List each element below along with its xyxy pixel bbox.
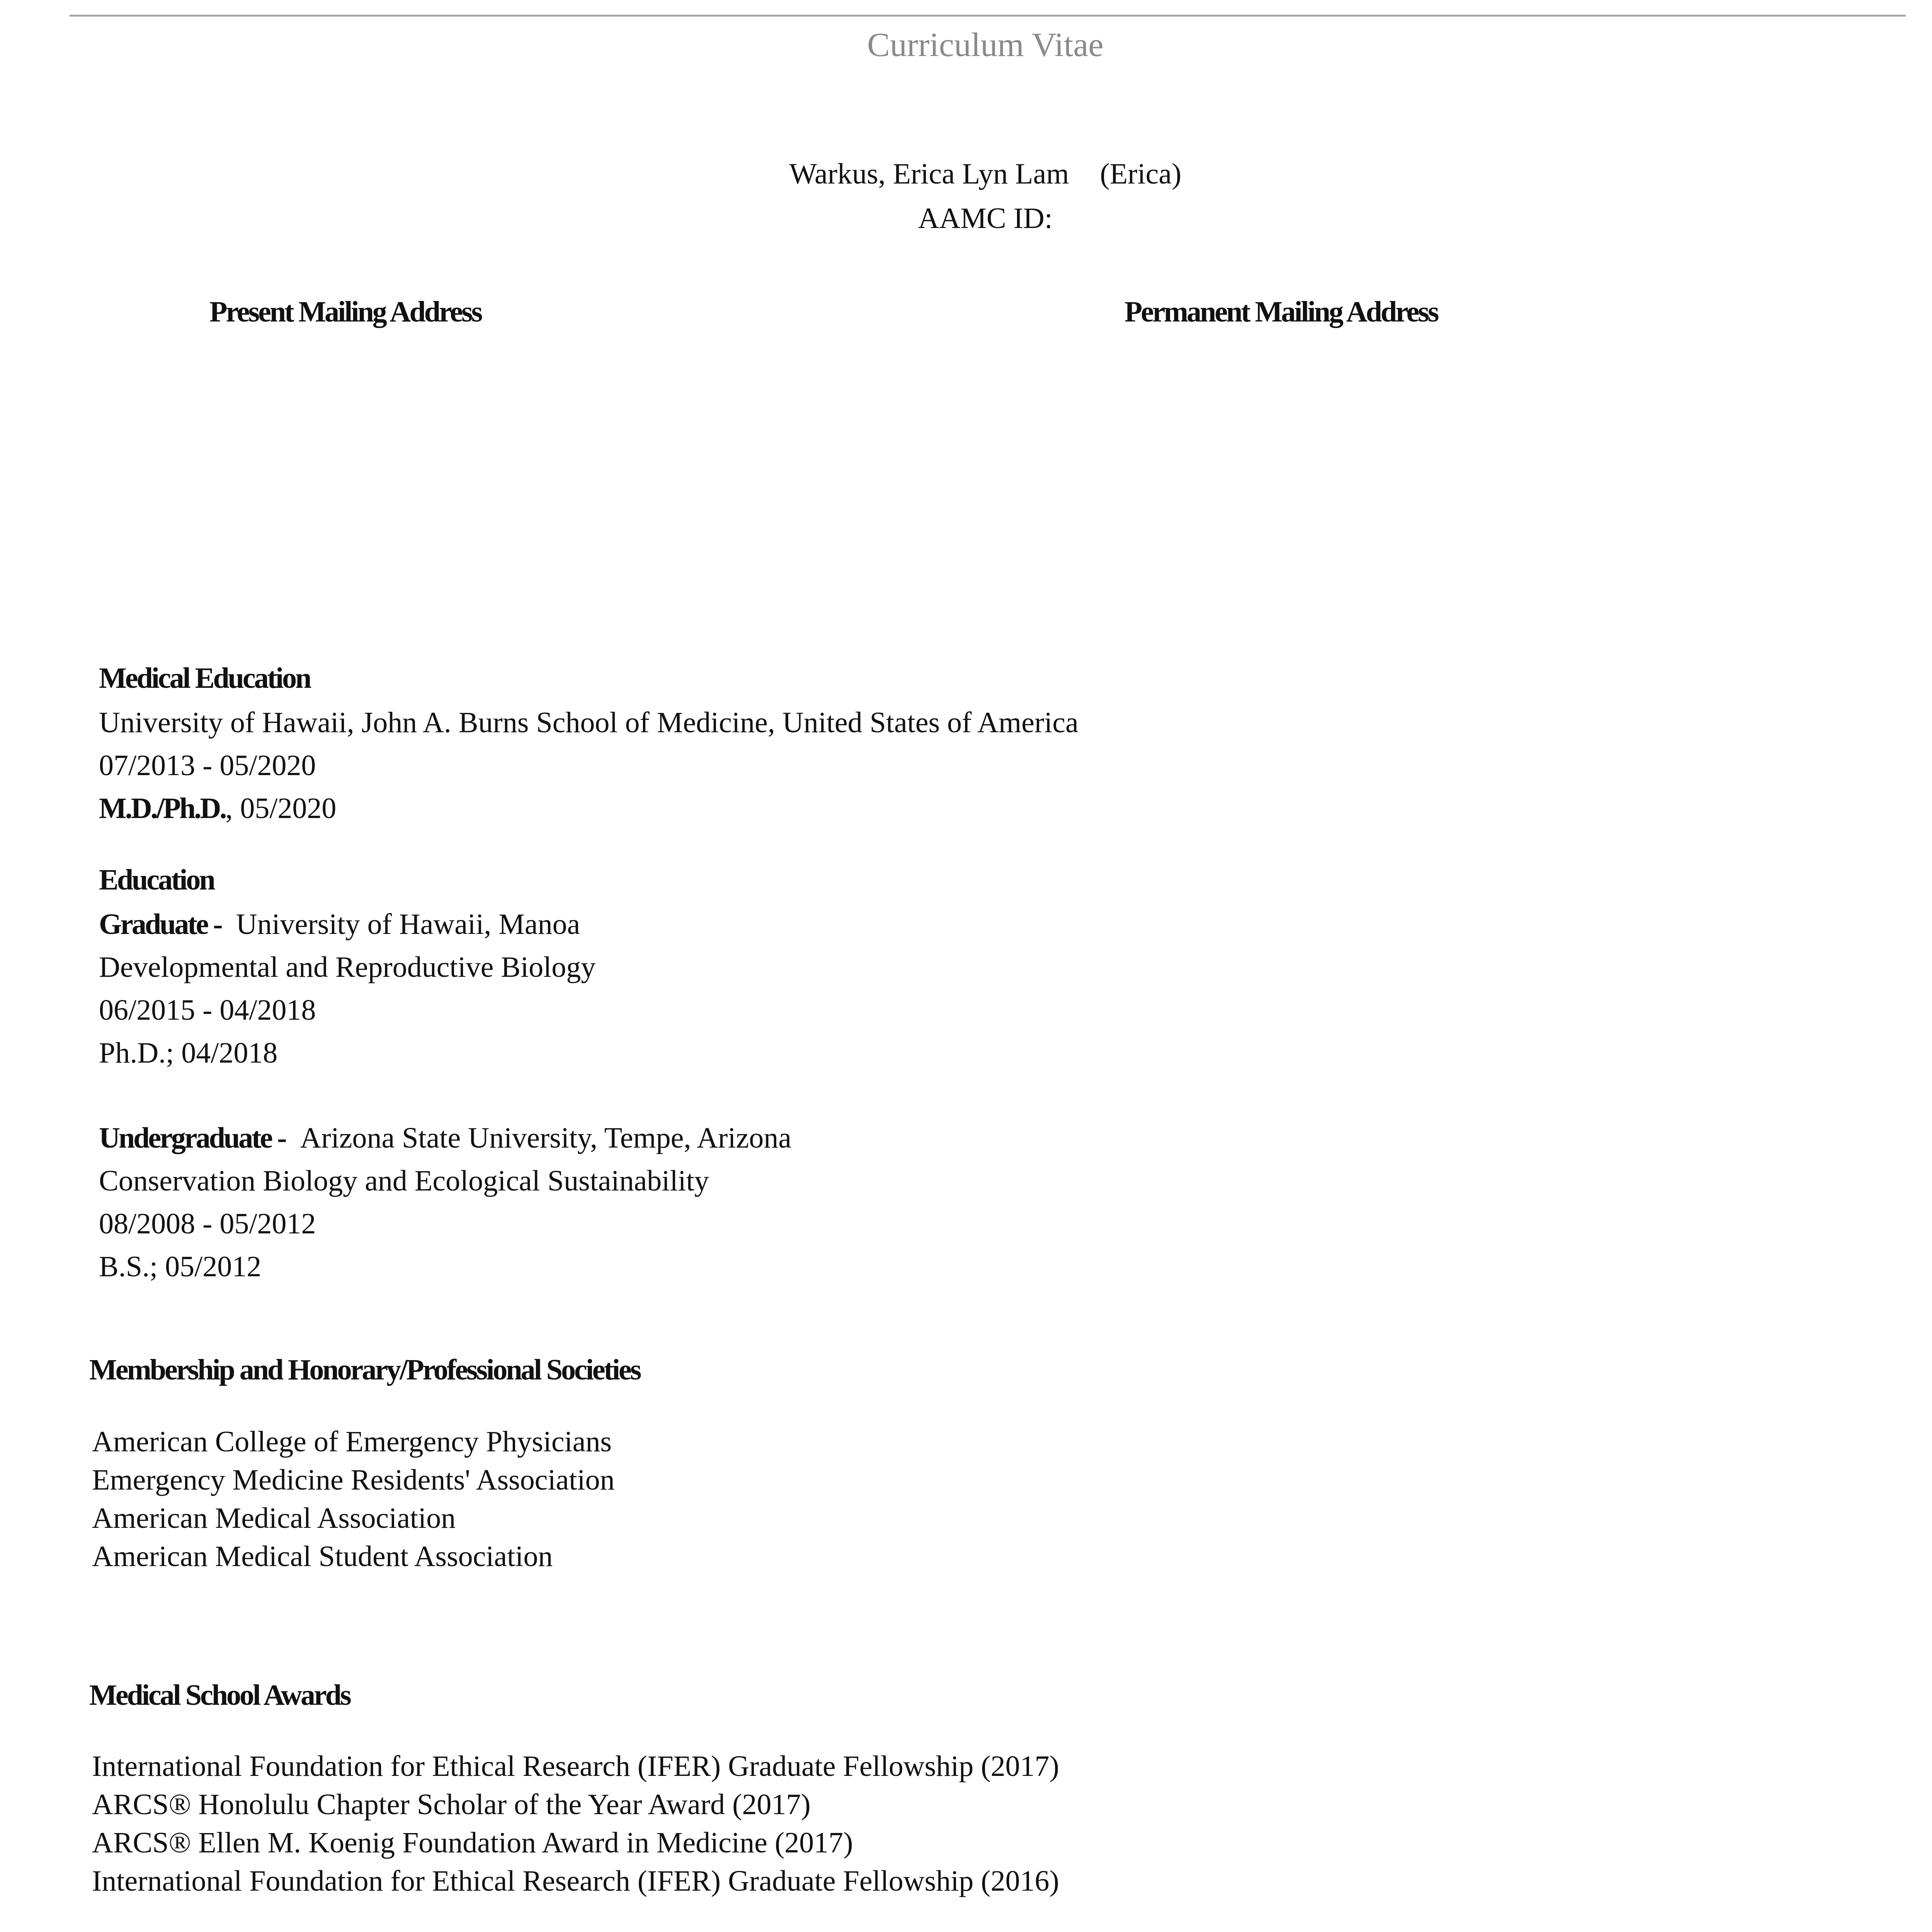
graduate-field: Developmental and Reproductive Biology bbox=[99, 951, 596, 983]
memberships-heading: Membership and Honorary/Professional Societies bbox=[89, 1354, 640, 1386]
undergraduate-line bbox=[99, 1119, 791, 1157]
permanent-address-heading: Permanent Mailing Address bbox=[1124, 296, 1438, 328]
memberships-list bbox=[92, 1423, 615, 1576]
undergraduate-school: Arizona State University, Tempe, Arizona bbox=[300, 1122, 792, 1154]
medical-school: University of Hawaii, John A. Burns School of Medicine, United States of America bbox=[99, 706, 1079, 739]
applicant-name: Warkus, Erica Lyn Lam bbox=[789, 158, 1069, 190]
page-title: Curriculum Vitae bbox=[867, 26, 1104, 64]
undergraduate-field: Conservation Biology and Ecological Sustainability bbox=[99, 1165, 709, 1197]
medical-degree-date: , 05/2020 bbox=[225, 792, 337, 825]
list-item: International Foundation for Ethical Research (IFER) Graduate Fellowship (2017) bbox=[92, 1750, 1060, 1782]
list-item: American Medical Association bbox=[92, 1502, 456, 1534]
medical-school-dates: 07/2013 - 05/2020 bbox=[99, 749, 316, 782]
education-heading: Education bbox=[99, 864, 214, 896]
awards-heading: Medical School Awards bbox=[89, 1679, 350, 1711]
medical-degree: M.D./Ph.D. bbox=[99, 792, 226, 825]
graduate-degree: Ph.D.; 04/2018 bbox=[99, 1037, 278, 1069]
graduate-label: Graduate - bbox=[99, 908, 221, 940]
list-item: American Medical Student Association bbox=[92, 1540, 553, 1573]
list-item: International Foundation for Ethical Research (IFER) Graduate Fellowship (2016) bbox=[92, 1865, 1060, 1897]
header-rule bbox=[70, 15, 1906, 17]
graduate-dates: 06/2015 - 04/2018 bbox=[99, 994, 316, 1026]
applicant-line bbox=[0, 155, 1932, 193]
applicant-preferred-name: (Erica) bbox=[1100, 158, 1182, 190]
present-address-heading: Present Mailing Address bbox=[209, 296, 481, 328]
graduate-line bbox=[99, 905, 580, 944]
list-item: ARCS® Honolulu Chapter Scholar of the Year Award (2017) bbox=[92, 1788, 811, 1821]
list-item: Emergency Medicine Residents' Association bbox=[92, 1464, 615, 1496]
aamc-id-label: AAMC ID: bbox=[918, 202, 1053, 235]
undergraduate-dates: 08/2008 - 05/2012 bbox=[99, 1208, 316, 1240]
graduate-school: University of Hawaii, Manoa bbox=[236, 908, 580, 940]
awards-list bbox=[92, 1747, 1059, 1900]
undergraduate-degree: B.S.; 05/2012 bbox=[99, 1250, 262, 1283]
list-item: American College of Emergency Physicians bbox=[92, 1425, 612, 1458]
undergraduate-label: Undergraduate - bbox=[99, 1122, 286, 1154]
medical-education-heading: Medical Education bbox=[99, 662, 310, 694]
list-item: ARCS® Ellen M. Koenig Foundation Award in Medicine (2017) bbox=[92, 1827, 853, 1859]
medical-degree-line bbox=[99, 789, 336, 828]
aamc-id-line bbox=[0, 199, 1932, 238]
